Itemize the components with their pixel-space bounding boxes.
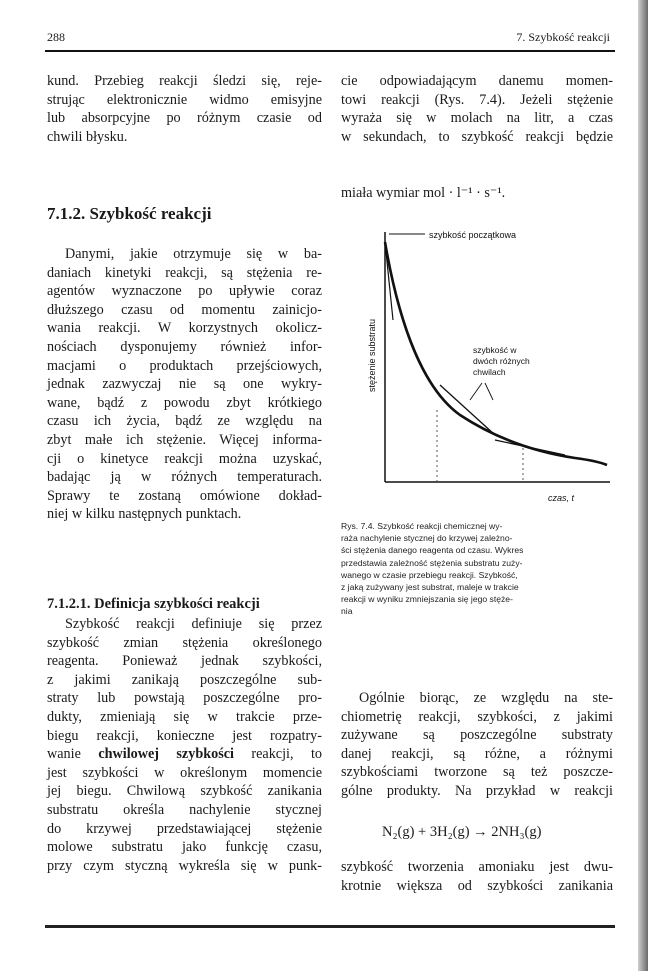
two-times-pointer-2 [485, 383, 493, 400]
bold-term-line [47, 745, 322, 764]
subsection-line: molowe substratu jako funkcję czasu, [47, 839, 322, 856]
subsection-heading: 7.1.2.1. Definicja szybkości reakcji [47, 596, 260, 612]
right-body-paragraph [341, 689, 613, 801]
footer-rule [45, 925, 615, 928]
section-line: daniach kinetyki reakcji, są stężenia re- [47, 264, 322, 281]
caption-line: reakcji w wyniku zmniejszania się jego stęże- [341, 594, 513, 605]
section-line: wane, bądź z powodu zbyt krótkiego [47, 394, 322, 411]
right-body-line: gólne produkty. Na przykład w reakcji [341, 782, 613, 799]
figure-caption [341, 520, 613, 618]
right-body-line: szybkościami tworzone są też poszcze- [341, 764, 613, 781]
x-axis-label: czas, t [548, 493, 575, 503]
header-rule [45, 50, 615, 52]
subsection-line: szybkość zmian stężenia określonego [47, 634, 322, 651]
caption-line: raża nachylenie stycznej do krzywej zależno- [341, 533, 513, 544]
subsection-line: do krzywej przedstawiającej stężenie [47, 820, 322, 837]
section-heading: 7.1.2. Szybkość reakcji [47, 204, 212, 223]
bold-line-after: reakcji, to [233, 746, 322, 763]
initial-rate-label: szybkość początkowa [429, 230, 517, 240]
right-closing-line: szybkość tworzenia amoniaku jest dwu- [341, 859, 613, 875]
units-suffix: . [501, 185, 506, 201]
subsection-line: jej biegu. Chwilową szybkość zanikania [47, 783, 322, 800]
left-intro-line: lub absorpcyjne po różnym czasie od [47, 110, 322, 127]
page-number: 288 [47, 30, 65, 44]
bold-line-before: wanie [47, 746, 99, 763]
two-times-label-line-3: chwilach [473, 367, 506, 377]
section-line: nościach dysponujemy również infor- [47, 338, 322, 355]
subsection-line: przy czym styczną wykreśla się w punk- [47, 857, 322, 874]
subsection-line: substratu określa nachylenie stycznej [47, 801, 322, 818]
two-times-pointer-1 [470, 383, 482, 400]
right-intro-paragraph [341, 72, 613, 146]
right-intro-line: w sekundach, to szybkość reakcji będzie [341, 128, 613, 145]
subsection-line: straty lub powstają poszczególne pro- [47, 690, 322, 707]
caption-line: nia [341, 606, 353, 617]
page-edge-shadow [638, 0, 648, 971]
subsection-paragraph [47, 615, 322, 875]
caption-line: z jaką zużywany jest substrat, maleje w trakcie [341, 582, 519, 593]
two-times-label-line-1: szybkość w [473, 345, 517, 355]
units-line [341, 184, 613, 203]
section-line: macjami o produktach przejściowych, [47, 357, 322, 374]
tangent-2 [495, 440, 565, 455]
section-line: Sprawy te zostaną omówione dokład- [47, 487, 322, 504]
section-line: dłuższego czasu od momentu zainicjo- [47, 301, 322, 318]
subsection-line: dukty, zmieniają się w trakcie prze- [47, 708, 322, 725]
units-expression: mol · l⁻¹ · s⁻¹ [422, 185, 502, 201]
caption-line: Rys. 7.4. Szybkość reakcji chemicznej wy- [341, 521, 503, 531]
subsection-line: reagenta. Ponieważ jednak szybkości, [47, 653, 322, 670]
tangent-1 [440, 385, 495, 435]
subsection-line: jest szybkości w określonym momencie [47, 764, 322, 781]
left-intro-line: strując elektronicznie widmo emisyjne [47, 91, 322, 108]
caption-line: ści stężenia danego reagenta od czasu. Wykres [341, 545, 524, 556]
right-intro-line: wyraża się w molach na litr, a czas [341, 110, 613, 127]
section-line: zbyt małe ich stężenie. Więcej informa- [47, 431, 322, 448]
right-intro-line: cie odpowiadającym danemu momen- [341, 73, 613, 89]
right-body-line: chiometrię reakcji, szybkości, z jakimi [341, 708, 613, 725]
y-axis-label: stężenie substratu [367, 318, 377, 392]
caption-line: wanego w czasie przebiegu reakcji. Szybkość, [341, 569, 518, 580]
units-prefix: miała wymiar [341, 185, 423, 201]
concentration-time-figure [345, 220, 615, 510]
right-closing-line: krotnie większa od szybkości zanikania [341, 877, 613, 894]
section-line: czasu ich życia, bądź ze względu na [47, 413, 322, 430]
right-body-line: zużywane są poszczególne substraty [341, 727, 613, 744]
right-body-line: Ogólnie biorąc, ze względu na ste- [359, 690, 613, 706]
bold-term: chwilowej szybkości [98, 746, 234, 763]
section-line: Danymi, jakie otrzymuje się w ba- [65, 246, 322, 262]
two-times-label-line-2: dwóch różnych [473, 356, 530, 366]
right-intro-line: towi reakcji (Rys. 7.4). Jeżeli stężenie [341, 91, 613, 108]
section-line: cji o kinetyce reakcji można uzyskać, [47, 450, 322, 467]
subsection-line: biegu reakcji, konieczne jest rozpatry- [47, 727, 322, 744]
caption-line: przedstawia zależność stężenia substratu zuży- [341, 557, 523, 568]
section-line: wania reakcji. W korzystnych okolicz- [47, 320, 322, 337]
left-intro-line: kund. Przebieg reakcji śledzi się, reje- [47, 73, 322, 89]
running-header: 7. Szybkość reakcji [516, 30, 610, 44]
section-line: niej w kilku następnych punktach. [47, 506, 242, 523]
right-closing-paragraph [341, 858, 613, 895]
section-paragraph [47, 245, 322, 524]
section-line: agentów wyznaczone po upływie coraz [47, 283, 322, 300]
reaction-equation: N₂(g) + 3H₂(g) → 2NH₃(g) [382, 824, 542, 840]
section-line: badając ją w różnych temperaturach. [47, 469, 322, 486]
left-intro-line: chwili błysku. [47, 128, 128, 145]
subsection-line: Szybkość reakcji definiuje się przez [65, 616, 322, 632]
left-intro-paragraph [47, 72, 322, 146]
section-line: jednak zazwyczaj nie są one wykry- [47, 376, 322, 393]
right-body-line: danej reakcji, są różne, a różnymi [341, 745, 613, 762]
subsection-line: z jakimi zanikają poszczególne sub- [47, 671, 322, 688]
